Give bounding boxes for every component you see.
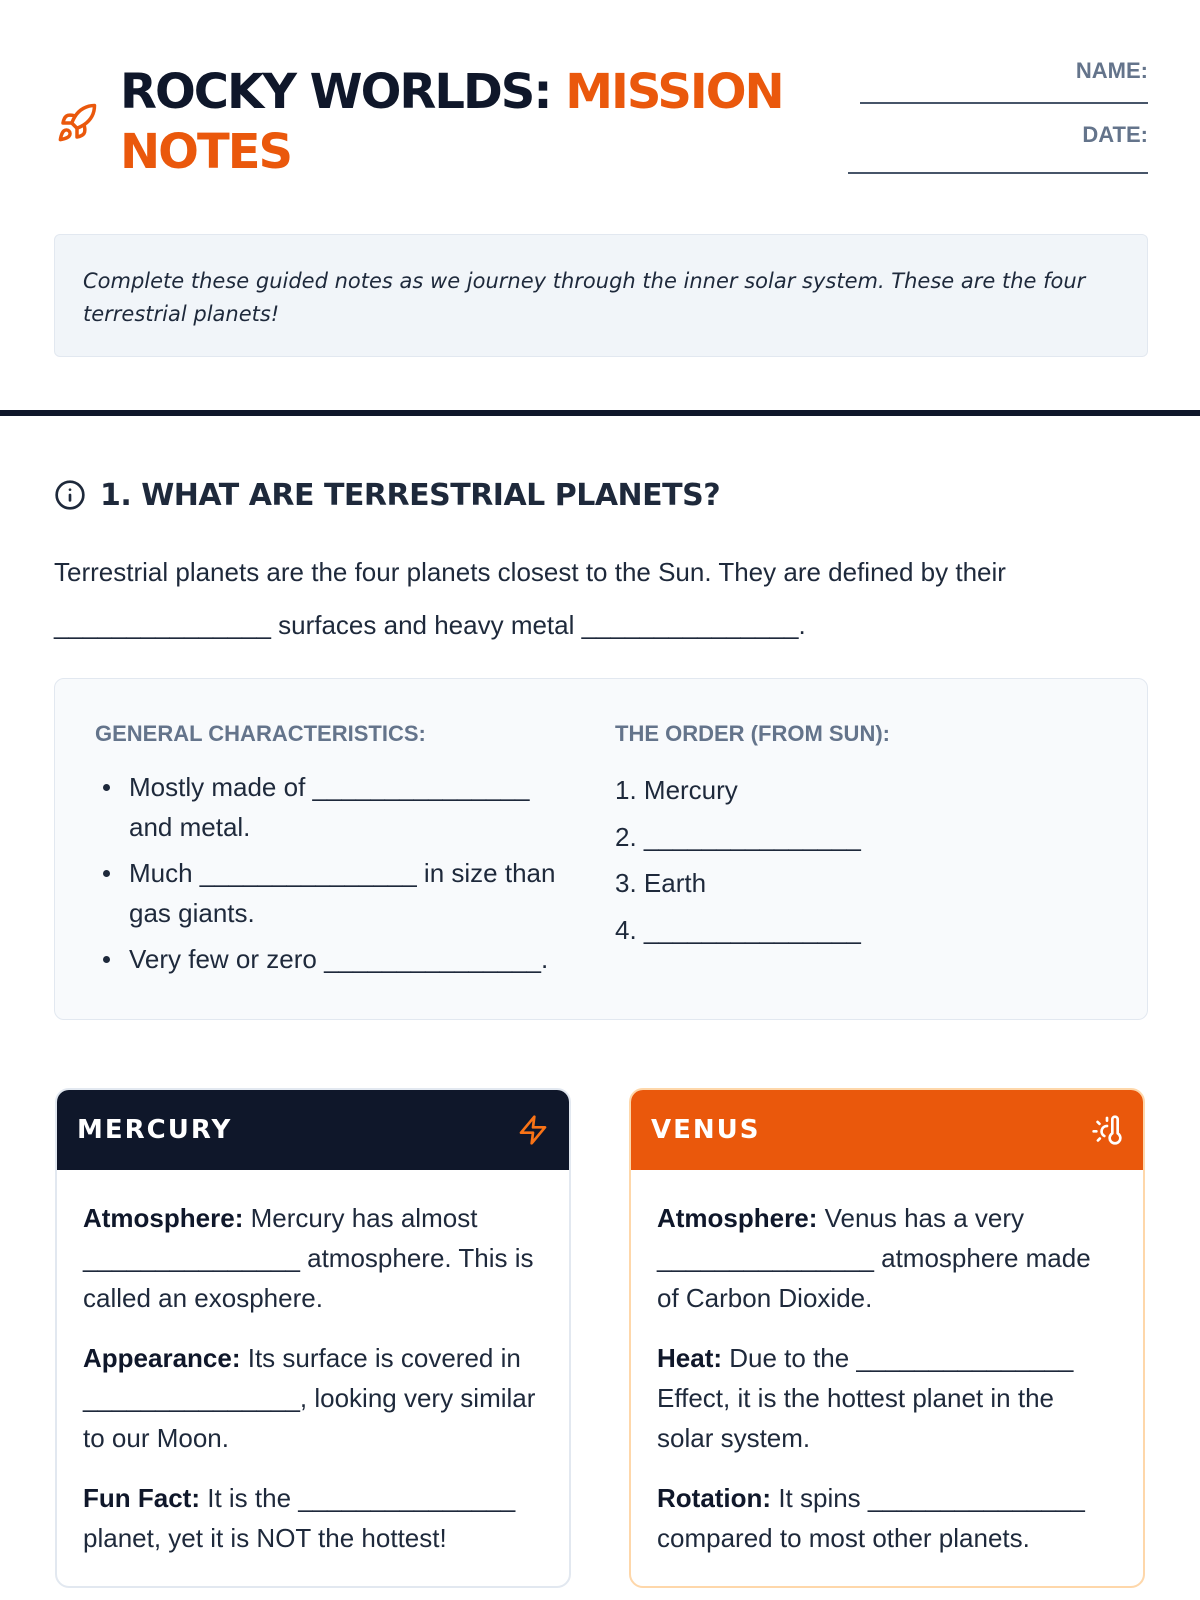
- fact-label: Appearance:: [83, 1343, 241, 1373]
- fact-rotation: [657, 1478, 1117, 1558]
- fact-atmosphere: [83, 1198, 543, 1318]
- characteristics-label: GENERAL CHARACTERISTICS:: [95, 721, 426, 746]
- page-title: [120, 62, 820, 182]
- fact-label: Atmosphere:: [657, 1203, 818, 1233]
- intro-box: Complete these guided notes as we journey through the inner solar system. These are the four terrestrial planets!: [54, 234, 1148, 357]
- title-main: ROCKY WORLDS:: [120, 64, 566, 120]
- section-paragraph: Terrestrial planets are the four planets closest to the Sun. They are defined by their _______________ surfaces and heavy metal _______________.: [54, 557, 1006, 640]
- fact-atmosphere: [657, 1198, 1117, 1318]
- list-item: Very few or zero _______________.: [95, 939, 575, 979]
- card-body: [57, 1170, 569, 1558]
- card-header: [631, 1090, 1143, 1170]
- name-label: NAME:: [1075, 58, 1148, 83]
- list-item: 1. Mercury: [615, 775, 738, 805]
- list-item: 3. Earth: [615, 868, 707, 898]
- list-item: Mostly made of _______________ and metal.: [95, 767, 575, 847]
- fact-text: Its surface is covered in _______________, looking very similar to our Moon.: [83, 1343, 536, 1453]
- fact-text: Venus has a very _______________ atmosphere made of Carbon Dioxide.: [657, 1203, 1091, 1313]
- fact-text: Due to the _______________ Effect, it is the hottest planet in the solar system.: [657, 1343, 1074, 1453]
- list-item: 4. _______________: [615, 914, 861, 945]
- mercury-card: [55, 1088, 571, 1588]
- thermometer-sun-icon: [1091, 1114, 1123, 1146]
- list-item: 2. _______________: [615, 821, 861, 852]
- student-info: [828, 58, 1148, 174]
- fact-fun-fact: [83, 1478, 543, 1558]
- fact-heat: [657, 1338, 1117, 1458]
- fact-text: It is the _______________ planet, yet it is NOT the hottest!: [83, 1483, 516, 1553]
- fact-label: Fun Fact:: [83, 1483, 200, 1513]
- header: [56, 58, 1148, 188]
- fact-label: Atmosphere:: [83, 1203, 244, 1233]
- info-icon: [54, 479, 86, 511]
- rocket-icon: [56, 102, 98, 144]
- characteristics-list: [95, 767, 575, 985]
- section-title: 1. WHAT ARE TERRESTRIAL PLANETS?: [100, 477, 721, 513]
- planet-name: VENUS: [651, 1115, 761, 1145]
- fact-label: Heat:: [657, 1343, 723, 1373]
- name-field[interactable]: [860, 102, 1148, 104]
- venus-card: [629, 1088, 1145, 1588]
- section-heading: [54, 474, 720, 516]
- planet-order-list: [615, 767, 1015, 953]
- characteristics-box: [54, 678, 1148, 1020]
- card-header: [57, 1090, 569, 1170]
- title-accent: MISSION NOTES: [120, 64, 783, 180]
- list-item: Much _______________ in size than gas giants.: [95, 853, 575, 933]
- fact-text: Mercury has almost _______________ atmosphere. This is called an exosphere.: [83, 1203, 534, 1313]
- fact-label: Rotation:: [657, 1483, 772, 1513]
- card-body: [631, 1170, 1143, 1558]
- date-label: DATE:: [1082, 122, 1148, 147]
- order-label: THE ORDER (FROM SUN):: [615, 721, 890, 746]
- fact-appearance: [83, 1338, 543, 1458]
- fact-text: It spins _______________ compared to most other planets.: [657, 1483, 1085, 1553]
- date-field[interactable]: [848, 172, 1148, 174]
- section-divider: [0, 410, 1200, 416]
- planet-name: MERCURY: [77, 1115, 233, 1145]
- lightning-icon: [517, 1114, 549, 1146]
